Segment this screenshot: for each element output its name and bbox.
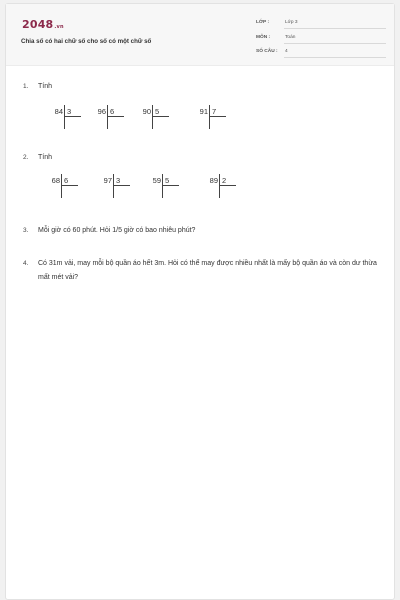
question-text: Mỗi giờ có 60 phút. Hỏi 1/5 giờ có bao nhiêu phút? <box>38 227 196 234</box>
division-row-2 <box>6 174 396 204</box>
divisor: 3 <box>67 107 72 116</box>
division-horizontal-bar <box>61 185 78 186</box>
long-division <box>145 174 195 204</box>
division-vertical-bar <box>113 174 114 198</box>
division-vertical-bar <box>64 105 65 129</box>
worksheet-page <box>5 3 395 600</box>
divisor: 6 <box>64 176 69 185</box>
dividend: 84 <box>54 107 63 116</box>
divisor: 6 <box>110 107 115 116</box>
long-division <box>135 105 185 135</box>
meta-count-label: SỐ CÂU : <box>256 49 278 54</box>
question-text: Tính <box>38 83 53 90</box>
division-horizontal-bar <box>113 185 130 186</box>
meta-subject-label: MÔN : <box>256 35 271 40</box>
dividend: 68 <box>51 176 60 185</box>
meta-count-value: 4 <box>285 49 288 54</box>
dividend: 89 <box>209 176 218 185</box>
division-horizontal-bar <box>162 185 179 186</box>
worksheet-header <box>6 4 394 66</box>
meta-class-value: Lớp 3 <box>285 20 298 25</box>
long-division <box>96 174 146 204</box>
logo-suffix: .vn <box>54 24 64 30</box>
long-division <box>192 105 242 135</box>
division-horizontal-bar <box>209 116 226 117</box>
question-text: Có 31m vải, may mỗi bộ quần áo hết 3m. Hỏi có thể may được nhiều nhất là mấy bộ quần áo và còn dư thừa mất mét vải? <box>38 260 377 281</box>
divisor: 5 <box>165 176 170 185</box>
division-horizontal-bar <box>64 116 81 117</box>
dividend: 59 <box>152 176 161 185</box>
dividend: 91 <box>199 107 208 116</box>
meta-subject-row <box>256 33 386 45</box>
dividend: 90 <box>142 107 151 116</box>
division-horizontal-bar <box>152 116 169 117</box>
meta-count-row <box>256 47 386 59</box>
question-text: Tính <box>38 154 53 161</box>
meta-underline <box>284 57 386 58</box>
meta-underline <box>284 28 386 29</box>
division-vertical-bar <box>209 105 210 129</box>
division-vertical-bar <box>61 174 62 198</box>
long-division <box>44 174 94 204</box>
division-row-1 <box>6 105 396 135</box>
site-logo[interactable] <box>22 18 64 31</box>
division-horizontal-bar <box>219 185 236 186</box>
division-vertical-bar <box>152 105 153 129</box>
divisor: 3 <box>116 176 121 185</box>
long-division <box>90 105 140 135</box>
worksheet-title: Chia số có hai chữ số cho số có một chữ số <box>21 38 152 45</box>
meta-underline <box>284 43 386 44</box>
long-division <box>202 174 252 204</box>
meta-subject-value: Toán <box>285 35 296 40</box>
logo-text: 2048 <box>22 18 54 31</box>
division-horizontal-bar <box>107 116 124 117</box>
divisor: 7 <box>212 107 217 116</box>
meta-class-row <box>256 18 386 30</box>
dividend: 96 <box>97 107 106 116</box>
dividend: 97 <box>103 176 112 185</box>
division-vertical-bar <box>107 105 108 129</box>
question-number: 3. <box>23 227 29 234</box>
divisor: 2 <box>222 176 227 185</box>
question-number: 1. <box>23 83 29 90</box>
question-number: 2. <box>23 154 29 161</box>
division-vertical-bar <box>162 174 163 198</box>
meta-class-label: LỚP : <box>256 20 270 25</box>
divisor: 5 <box>155 107 160 116</box>
question-number: 4. <box>23 260 29 267</box>
division-vertical-bar <box>219 174 220 198</box>
